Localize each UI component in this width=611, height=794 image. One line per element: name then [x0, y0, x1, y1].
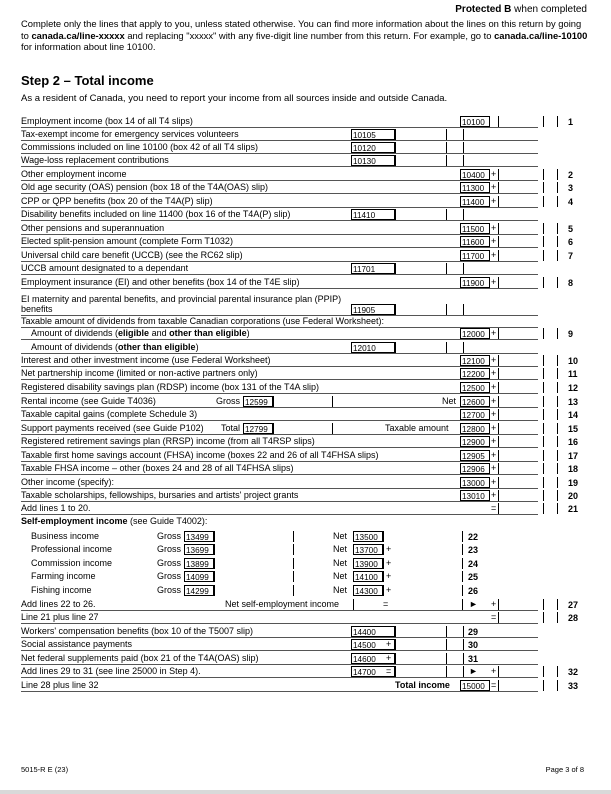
amount-field[interactable]: [498, 223, 558, 234]
form-row: [21, 433, 579, 448]
amount-field[interactable]: [395, 653, 464, 664]
operator: +: [491, 327, 497, 338]
operator: =: [491, 679, 497, 690]
row-label: [31, 328, 250, 338]
row-label: Business income: [31, 530, 100, 541]
form-row: [21, 274, 574, 289]
amount-field[interactable]: [353, 599, 463, 610]
amount-field[interactable]: [383, 585, 463, 596]
row-label: Commission income: [31, 557, 113, 568]
line-number: 15: [568, 423, 579, 434]
link-line-xxxxx[interactable]: canada.ca/line-xxxxx: [31, 29, 125, 41]
operator: +: [386, 584, 392, 595]
form-row: [21, 325, 574, 340]
operator: +: [491, 249, 497, 260]
cents-divider: [543, 666, 544, 677]
row-label: Other income (specify):: [21, 476, 115, 487]
step-title: Step 2 – Total income: [21, 73, 154, 88]
cents-divider: [543, 396, 544, 407]
line-code-box: 14600: [351, 653, 395, 664]
line-number: 2: [568, 169, 574, 180]
amount-field[interactable]: [395, 626, 464, 637]
line-number: 19: [568, 477, 579, 488]
operator: +: [491, 276, 497, 287]
cents-divider: [543, 277, 544, 288]
amount-field[interactable]: [498, 328, 558, 339]
operator: +: [491, 489, 497, 500]
form-row: [21, 206, 538, 221]
amount-field[interactable]: [498, 169, 558, 180]
row-label: Taxable amount of dividends from taxable Canadian corporations (use Federal Worksheet):: [21, 315, 385, 326]
line-code-box: 12200: [460, 368, 490, 379]
line-code-box: 13499: [184, 531, 214, 542]
row-label: Old age security (OAS) pension (box 18 of the T4A(OAS) slip): [21, 181, 268, 192]
line-code-box: 12010: [351, 342, 395, 353]
gross-label: Gross: [157, 584, 182, 595]
gross-label: Gross: [157, 557, 182, 568]
row-label: UCCB amount designated to a dependant: [21, 262, 189, 273]
line-code-box: 10120: [351, 142, 395, 153]
line-code-box: 10105: [351, 129, 395, 140]
line-number: 23: [468, 544, 479, 555]
taxable-amount-label: Taxable amount: [385, 422, 449, 433]
row-label: Support payments received (see Guide P102): [21, 422, 204, 433]
amount-field[interactable]: [214, 571, 294, 582]
cents-divider: [446, 142, 447, 153]
cents-divider: [543, 250, 544, 261]
line-code-box: 11905: [351, 304, 395, 315]
line-code-box: 14299: [184, 585, 214, 596]
amount-field[interactable]: [498, 355, 558, 366]
row-label: Line 28 plus line 32: [21, 679, 99, 690]
line-number: 6: [568, 236, 574, 247]
line-number: 3: [568, 182, 574, 193]
line-code-box: 13900: [353, 558, 383, 569]
cents-divider: [446, 666, 447, 677]
amount-field[interactable]: [498, 182, 558, 193]
gross-label: Gross: [216, 395, 241, 406]
row-label: Other pensions and superannuation: [21, 222, 165, 233]
row-label: Taxable capital gains (complete Schedule 3): [21, 408, 198, 419]
cents-divider: [543, 436, 544, 447]
cents-divider: [543, 196, 544, 207]
line-number: 9: [568, 328, 574, 339]
row-label: Add lines 29 to 31 (see line 25000 in Step 4).: [21, 665, 201, 676]
cents-divider: [543, 477, 544, 488]
operator: +: [491, 181, 497, 192]
amount-field[interactable]: [214, 558, 294, 569]
line-number: 25: [468, 571, 479, 582]
cents-divider: [543, 612, 544, 623]
arrow-icon: ►: [469, 598, 478, 609]
operator: +: [491, 665, 497, 676]
row-label: EI maternity and parental benefits, and provincial parental insurance plan (PPIP) benefits: [21, 294, 342, 314]
line-code-box: 13500: [353, 531, 383, 542]
net-label: Net: [333, 570, 348, 581]
label-bold: other than eligible: [169, 327, 247, 338]
operator: +: [386, 652, 392, 663]
line-code-box: 14099: [184, 571, 214, 582]
amount-field[interactable]: [498, 277, 558, 288]
cents-divider: [543, 116, 544, 127]
row-label: Net partnership income (limited or non-active partners only): [21, 367, 258, 378]
line-number: 1: [568, 116, 574, 127]
operator: +: [386, 570, 392, 581]
line-number: 14: [568, 409, 579, 420]
line-code-box: 14500: [351, 639, 395, 650]
line-number: 18: [568, 463, 579, 474]
cents-divider: [543, 382, 544, 393]
operator: +: [491, 476, 497, 487]
operator: =: [383, 598, 389, 609]
amount-field[interactable]: [498, 477, 558, 488]
amount-field[interactable]: [498, 382, 558, 393]
gross-label: Gross: [157, 530, 182, 541]
amount-field[interactable]: [498, 396, 558, 407]
line-code-box: 15000: [460, 680, 490, 691]
form-id: 5015-R E (23): [21, 765, 69, 774]
net-self-employment-label: Net self-employment income: [225, 598, 340, 609]
cents-divider: [543, 490, 544, 501]
row-label: Rental income (see Guide T4036): [21, 395, 156, 406]
cents-divider: [543, 236, 544, 247]
form-row: [21, 460, 579, 475]
line-number: 11: [568, 368, 578, 379]
gross-label: Gross: [157, 543, 182, 554]
amount-field[interactable]: [498, 409, 558, 420]
form-row: [21, 636, 538, 651]
amount-field[interactable]: [395, 263, 464, 274]
label-part: and: [149, 327, 170, 338]
row-label: Elected split-pension amount (complete Form T1032): [21, 235, 233, 246]
line-number: 32: [568, 666, 579, 677]
self-employment-row: [21, 541, 538, 555]
operator: +: [491, 395, 497, 406]
line-code-box: 12100: [460, 355, 490, 366]
cents-divider: [446, 626, 447, 637]
line-code-box: 12700: [460, 409, 490, 420]
row-label: Taxable FHSA income – other (boxes 24 and 28 of all T4FHSA slips): [21, 462, 294, 473]
amount-field[interactable]: [498, 423, 558, 434]
cents-divider: [543, 450, 544, 461]
amount-field[interactable]: [498, 368, 558, 379]
label-bold: eligible: [118, 327, 150, 338]
amount-field[interactable]: [498, 599, 558, 610]
line-number: 4: [568, 196, 574, 207]
line-code-box: 11300: [460, 182, 490, 193]
row-label: Registered retirement savings plan (RRSP) income (from all T4RSP slips): [21, 435, 315, 446]
operator: +: [491, 367, 497, 378]
operator: +: [491, 422, 497, 433]
net-label: Net: [442, 395, 457, 406]
operator: +: [491, 195, 497, 206]
total-label: Total: [221, 422, 241, 433]
self-employment-title: [21, 516, 207, 526]
row-label: Professional income: [31, 543, 113, 554]
line-number: 30: [468, 639, 479, 650]
cents-divider: [446, 129, 447, 140]
operator: +: [386, 543, 392, 554]
line-number: 29: [468, 626, 479, 637]
line-code-box: 11600: [460, 236, 490, 247]
self-employment-row: [21, 568, 538, 582]
label-part: (see Guide T4002):: [127, 516, 208, 526]
operator: +: [386, 557, 392, 568]
row-label: Social assistance payments: [21, 638, 133, 649]
net-label: Net: [333, 557, 348, 568]
line-code-box: 11500: [460, 223, 490, 234]
row-label: Fishing income: [31, 584, 92, 595]
operator: =: [386, 665, 392, 676]
line-code-box: 13010: [460, 490, 490, 501]
row-label: Add lines 1 to 20.: [21, 502, 91, 513]
cents-divider: [543, 169, 544, 180]
line-code-box: 12600: [460, 396, 490, 407]
page-number: Page 3 of 8: [545, 765, 584, 774]
operator: +: [491, 354, 497, 365]
operator: +: [491, 462, 497, 473]
label-bold: other than eligible: [118, 341, 196, 352]
intro-paragraph: Complete only the lines that apply to you, unless stated otherwise. You can find more information about the lines on this return by going to canada.ca/line-xxxxx and replacing "xxxxx" with any five-digit line number from this return. For example, go to canada.ca/line-10100 for information about line 10100.: [21, 18, 588, 52]
amount-field[interactable]: [498, 666, 558, 677]
cents-divider: [446, 263, 447, 274]
line-number: 22: [468, 531, 479, 542]
amount-field[interactable]: [214, 585, 294, 596]
cents-divider: [446, 209, 447, 220]
amount-field[interactable]: [498, 250, 558, 261]
amount-field[interactable]: [395, 666, 464, 677]
line-code-box: 14400: [351, 626, 395, 637]
form-row: [21, 365, 578, 380]
cents-divider: [543, 599, 544, 610]
cents-divider: [543, 409, 544, 420]
amount-field[interactable]: [395, 155, 464, 166]
row-label: Taxable scholarships, fellowships, bursaries and artists' project grants: [21, 489, 299, 500]
operator: +: [491, 408, 497, 419]
amount-field[interactable]: [214, 531, 294, 542]
label-part: Amount of dividends (: [31, 327, 119, 338]
page-bottom-border: [0, 790, 611, 794]
row-label: Registered disability savings plan (RDSP) income (box 131 of the T4A slip): [21, 381, 319, 392]
amount-field[interactable]: [383, 544, 463, 555]
amount-field[interactable]: [383, 531, 463, 542]
row-label: CPP or QPP benefits (box 20 of the T4A(P) slip): [21, 195, 213, 206]
net-label: Net: [333, 584, 348, 595]
label-part: Amount of dividends (: [31, 341, 119, 352]
line-code-box: 13699: [184, 544, 214, 555]
cents-divider: [543, 368, 544, 379]
protected-notice: Protected B when completed: [455, 4, 587, 15]
operator: +: [386, 638, 392, 649]
form-row: [21, 379, 579, 394]
amount-field[interactable]: [273, 423, 333, 434]
line-code-box: 11400: [460, 196, 490, 207]
line-number: 24: [468, 558, 479, 569]
cents-divider: [543, 423, 544, 434]
row-label: Farming income: [31, 570, 96, 581]
gross-label: Gross: [157, 570, 182, 581]
row-label: Tax-exempt income for emergency services volunteers: [21, 128, 239, 139]
row-label: Universal child care benefit (UCCB) (see the RC62 slip): [21, 249, 243, 260]
operator: +: [491, 381, 497, 392]
row-label: [31, 342, 199, 352]
label-bold: Self-employment income: [21, 516, 128, 526]
amount-field[interactable]: [383, 558, 463, 569]
amount-field[interactable]: [498, 612, 558, 623]
line-number: 26: [468, 585, 479, 596]
line-code-box: 11900: [460, 277, 490, 288]
amount-field[interactable]: [498, 436, 558, 447]
total-income-label: Total income: [395, 679, 450, 690]
line-code-box: 11701: [351, 263, 395, 274]
operator: +: [491, 598, 497, 609]
cents-divider: [543, 463, 544, 474]
line-code-box: 13000: [460, 477, 490, 488]
cents-divider: [446, 639, 447, 650]
form-row: [21, 663, 579, 678]
row-label: Other employment income: [21, 168, 127, 179]
amount-field[interactable]: [498, 116, 558, 127]
line-code-box: 12906: [460, 463, 490, 474]
line-code-box: 12000: [460, 328, 490, 339]
line-code-box: 12799: [243, 423, 273, 434]
amount-field[interactable]: [498, 236, 558, 247]
line-code-box: 12599: [243, 396, 273, 407]
row-label: Commissions included on line 10100 (box 42 of all T4 slips): [21, 141, 258, 152]
amount-field[interactable]: [395, 142, 464, 153]
amount-field[interactable]: [498, 450, 558, 461]
line-number: 13: [568, 396, 579, 407]
line-number: 16: [568, 436, 579, 447]
operator: =: [491, 611, 497, 622]
row-label: Line 21 plus line 27: [21, 611, 99, 622]
line-code-box: 11410: [351, 209, 395, 220]
row-label: Disability benefits included on line 11400 (box 16 of the T4A(P) slip): [21, 208, 291, 219]
operator: +: [491, 235, 497, 246]
line-code-box: 10400: [460, 169, 490, 180]
row-label: Wage-loss replacement contributions: [21, 154, 169, 165]
line-code-box: 10130: [351, 155, 395, 166]
amount-field[interactable]: [395, 209, 464, 220]
line-number: 28: [568, 612, 579, 623]
line-code-box: 11700: [460, 250, 490, 261]
label-part: ): [246, 327, 250, 338]
form-row: [21, 260, 538, 275]
line-number: 7: [568, 250, 574, 261]
net-label: Net: [333, 543, 348, 554]
resident-text: As a resident of Canada, you need to report your income from all sources inside and outside Canada.: [21, 93, 448, 104]
self-employment-row: [21, 582, 538, 596]
line-number: 33: [568, 680, 579, 691]
line-code-box: 13899: [184, 558, 214, 569]
form-row: [21, 152, 538, 167]
amount-field[interactable]: [395, 342, 464, 353]
line-code-box: 12800: [460, 423, 490, 434]
line-number: 5: [568, 223, 574, 234]
amount-field[interactable]: [395, 639, 464, 650]
operator: =: [491, 502, 497, 513]
amount-field[interactable]: [498, 490, 558, 501]
line-number: 31: [468, 653, 479, 664]
row-label: Employment insurance (EI) and other benefits (box 14 of the T4E slip): [21, 276, 300, 287]
cents-divider: [543, 328, 544, 339]
row-label: Taxable first home savings account (FHSA) income (boxes 22 and 26 of all T4FHSA slips): [21, 449, 379, 460]
cents-divider: [543, 503, 544, 514]
net-label: Net: [333, 530, 348, 541]
self-employment-row: [21, 555, 538, 569]
operator: +: [491, 168, 497, 179]
cents-divider: [446, 342, 447, 353]
cents-divider: [543, 680, 544, 691]
arrow-icon: ►: [469, 665, 478, 676]
operator: +: [491, 222, 497, 233]
line-code-box: 13700: [353, 544, 383, 555]
line-code-box: 14700: [351, 666, 395, 677]
row-label: Employment income (box 14 of all T4 slips): [21, 115, 193, 126]
line-number: 21: [568, 503, 579, 514]
line-code-box: 12500: [460, 382, 490, 393]
form-row: [21, 233, 574, 248]
line-number: 17: [568, 450, 579, 461]
form-row: [21, 179, 574, 194]
operator: +: [491, 435, 497, 446]
line-number: 8: [568, 277, 574, 288]
line-number: 20: [568, 490, 579, 501]
amount-field[interactable]: [214, 544, 294, 555]
cents-divider: [446, 653, 447, 664]
form-row: [21, 406, 579, 421]
form-row: [21, 500, 579, 515]
line-code-box: 12900: [460, 436, 490, 447]
self-employment-row: [21, 528, 538, 542]
amount-field[interactable]: [273, 396, 333, 407]
cents-divider: [543, 223, 544, 234]
form-row: [21, 609, 579, 624]
line-code-box: 12905: [460, 450, 490, 461]
amount-field[interactable]: [383, 571, 463, 582]
amount-field[interactable]: [498, 503, 558, 514]
line-code-box: 10100: [460, 116, 490, 127]
amount-field[interactable]: [498, 463, 558, 474]
line-number: 27: [568, 599, 579, 610]
amount-field[interactable]: [395, 129, 464, 140]
cents-divider: [446, 155, 447, 166]
amount-field[interactable]: [498, 196, 558, 207]
line-number: 12: [568, 382, 579, 393]
row-label: Interest and other investment income (use Federal Worksheet): [21, 354, 271, 365]
form-row: [21, 677, 579, 692]
cents-divider: [543, 355, 544, 366]
row-label: Workers' compensation benefits (box 10 of the T5007 slip): [21, 625, 254, 636]
line-code-box: 14100: [353, 571, 383, 582]
row-label: Add lines 22 to 26.: [21, 598, 96, 609]
line-number: 10: [568, 355, 579, 366]
cents-divider: [543, 182, 544, 193]
line-code-box: 14300: [353, 585, 383, 596]
operator: +: [491, 449, 497, 460]
label-part: ): [195, 341, 199, 352]
amount-field[interactable]: [498, 680, 558, 691]
link-line-10100[interactable]: canada.ca/line-10100: [494, 29, 588, 41]
row-label: Net federal supplements paid (box 21 of the T4A(OAS) slip): [21, 652, 259, 663]
